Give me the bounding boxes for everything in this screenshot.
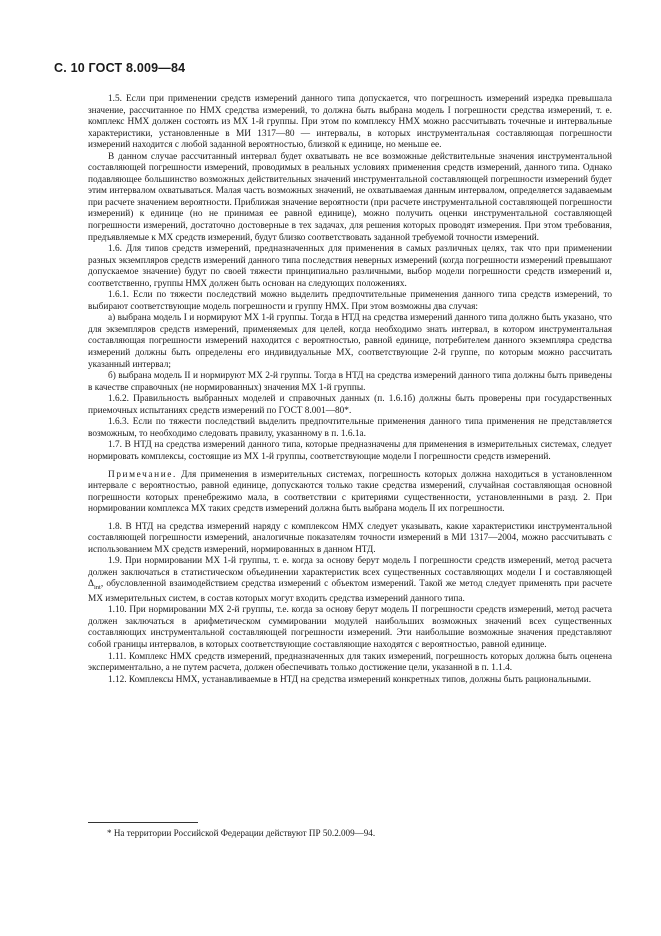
paragraph-1-10: 1.10. При нормировании МХ 2-й группы, т.е. когда за основу берут модель II погрешности средств измерений, метод расчета должен заключаться в арифметическом суммировании модулей наибольших возможных значений всех существенных составляющих инструментальной составляющей погрешности измерений. Эти наибольшие возможные значения представляют собой границы интервалов, в которых соответствующие составляющие находятся с вероятностью, равной единице. bbox=[88, 605, 612, 651]
note-paragraph bbox=[88, 470, 612, 516]
paragraph-1-6-3: 1.6.3. Если по тяжести последствий выделить предпочтительные применения данного типа применения не представляется возможным, то необходимо следовать правилу, указанному в п. 1.6.1а. bbox=[88, 417, 612, 439]
paragraph-1-12: 1.12. Комплексы НМХ, устанавливаемые в НТД на средства измерений конкретных типов, должны быть рациональными. bbox=[108, 674, 592, 685]
paragraph-1-7: 1.7. В НТД на средства измерений данного типа, которые предназначены для применения в измерительных системах, следует нормировать комплексы, состоящие из МХ 1-й группы, соответствующие модели I погрешности средств измерений. bbox=[88, 440, 612, 462]
note-label: Примечание. bbox=[108, 469, 177, 480]
paragraph-1-9-text: 1.9. При нормировании МХ 1-й группы, т. е. когда за основу берут модель I погрешности средств измерений, метод расчета должен заключаться в статистическом объединении характеристик всех существенных составляющих модели I и составляющей Δ bbox=[88, 556, 612, 590]
paragraph-1-9 bbox=[88, 556, 612, 605]
paragraph-1-5: 1.5. Если при применении средств измерений данного типа допускается, что погрешность измерений изредка превышала значение, рассчитанное по НМХ средства измерений, то должна быть выбрана модель I погрешности средства измерений, т. е. комплекс НМХ должен состоять из МХ 1-й группы. При этом по комплексу НМХ можно рассчитывать точечные и интервальные характеристики, установленные в МИ 1317—80 — интервалы, в которых инструментальная составляющая погрешности измерений находится с любой заданной вероятностью, близкой к единице, но меньше ее. bbox=[88, 94, 612, 151]
paragraph-1-6-1: 1.6.1. Если по тяжести последствий можно выделить предпочтительные применения данного типа средств измерений, то выбирают соответствующие модель погрешности и группу НМХ. При этом возможны два случая: bbox=[88, 290, 612, 312]
paragraph-1-11: 1.11. Комплекс НМХ средств измерений, предназначенных для таких измерений, погрешность которых должна быть оценена экспериментально, а не путем расчета, должен обеспечивать только достижение цели, указанной в п. 1.1.4. bbox=[88, 651, 612, 674]
footnote: * На территории Российской Федерации действуют ПР 50.2.009—94. bbox=[107, 828, 376, 838]
footnote-divider bbox=[88, 822, 198, 823]
note-text: Для применения в измерительных системах, погрешность которых должна находиться в установленном интервале с вероятностью, равной единице, допускаются только такие средства измерений, случайная составляющая основной погрешности которых пренебрежимо мала, в соответствии с критериями существенности, установленными в разд. 2. При нормировании комплекса МХ таких средств измерений должна быть выбрана модель II их погрешности. bbox=[88, 469, 612, 515]
paragraph-1-6-1-b: б) выбрана модель II и нормируют МХ 2-й группы. Тогда в НТД на средства измерений данного типа должны быть приведены в качестве справочных (не нормированных) значения МХ 1-й группы. bbox=[88, 371, 612, 393]
paragraph-1-9-rest: , обусловленной взаимодействием средства измерений с объектом измерений. Такой же метод следует применять при расчете МХ измерительных систем, в состав которых могут входить средства измерений данного типа. bbox=[88, 579, 612, 604]
paragraph-1-6-1-a: а) выбрана модель I и нормируют МХ 1-й группы. Тогда в НТД на средства измерений данного типа должно быть указано, что для экземпляров средств измерений, применяемых для целей, когда необходимо знать интервал, в котором инструментальная составляющая погрешности измерений находится с вероятностью, равной единице, потребителем данного экземпляра средства измерений должны быть определены его индивидуальные МХ, соответствующие 2-й группе, по которым можно рассчитать указанный интервал; bbox=[88, 313, 612, 370]
paragraph-1-5-cont: В данном случае рассчитанный интервал будет охватывать не все возможные действительные значения инструментальной составляющей погрешности измерений, проводимых в реальных условиях применения средств измерений, данного типа. Однако подавляющее большинство возможных действительных значений инструментальной составляющей погрешности измерений будет этим интервалом охватываться. Малая часть возможных значений, не охватываемая данным интервалом, определяется задаваемым при расчете значением вероятности. Приближая значение вероятности (при расчете инструментальной составляющей погрешности измерений) к единице (но не принимая ее равной единице), можно получить оценки инструментальной составляющей погрешности измерений, достаточно достоверные в тех задачах, для решения которых проводят измерения. При этом требования, предъявляемые к МХ средств измерений, будут близко соответствовать заданной требуемой точности измерений. bbox=[88, 151, 612, 243]
page-header: С. 10 ГОСТ 8.009—84 bbox=[54, 61, 186, 75]
delta-subscript: int bbox=[93, 584, 101, 592]
paragraph-1-6: 1.6. Для типов средств измерений, предназначенных для применения в самых различных целях, так что при применении разных экземпляров средств измерений данного типа последствия неверных измерений (когда погрешности измерений превышают допускаемое значение) будут по своей тяжести принципиально различными, выбор модели погрешности средств измерений и, соответственно, группы НМХ должен быть основан на следующих положениях. bbox=[88, 244, 612, 289]
document-body bbox=[88, 94, 612, 686]
paragraph-1-8: 1.8. В НТД на средства измерений наряду с комплексом НМХ следует указывать, какие характеристики инструментальной составляющей погрешности измерений, аналогичные показателям точности измерений в МИ 1317—2004, можно рассчитывать с использованием МХ средств измерений, нормированных в данном НТД. bbox=[88, 521, 612, 555]
paragraph-1-6-2: 1.6.2. Правильность выбранных моделей и справочных данных (п. 1.6.1б) должны быть проверены при государственных приемочных испытаниях средств измерений по ГОСТ 8.001—80*. bbox=[88, 394, 612, 416]
